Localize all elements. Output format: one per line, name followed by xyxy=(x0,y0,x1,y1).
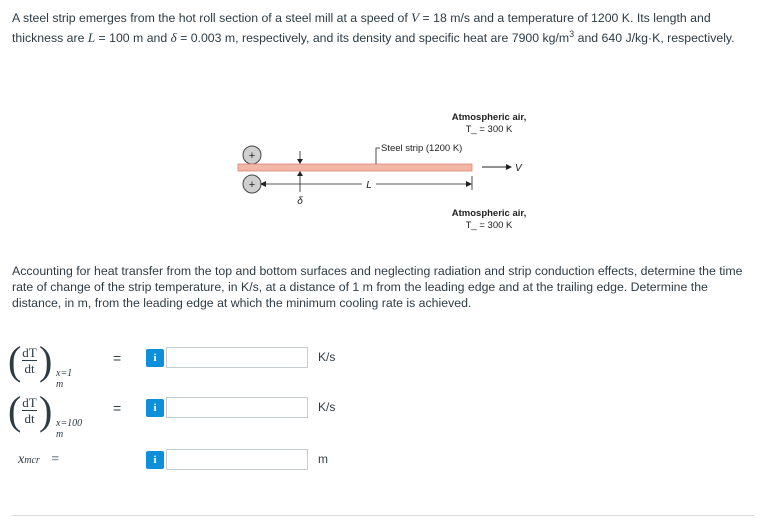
strip-leader-line xyxy=(376,148,380,164)
answer-row-3 xyxy=(0,446,765,496)
derivative-subscript: x=1 m xyxy=(56,368,73,390)
equals-sign: = xyxy=(113,400,122,416)
symbol-delta: δ xyxy=(170,30,177,46)
roller-plus-icon: + xyxy=(248,179,256,191)
intro-text: = 18 m/s and a temperature of 1200 K. Its length and thickness are xyxy=(12,11,711,46)
intro-text: and 640 J/kg·K, respectively. xyxy=(574,31,735,46)
derivative-subscript: x=100 m xyxy=(56,418,83,440)
atm-bottom-line1: Atmospheric air, xyxy=(451,208,527,219)
equals-sign: = xyxy=(51,452,60,467)
intro-text: = 100 m and xyxy=(95,31,171,46)
info-icon[interactable]: i xyxy=(146,399,164,417)
info-icon[interactable]: i xyxy=(146,451,164,469)
answer-row-2 xyxy=(0,388,765,444)
thickness-arrowhead-top xyxy=(297,159,303,164)
bottom-roller xyxy=(243,175,261,193)
fraction xyxy=(22,396,37,425)
fraction-denominator: dt xyxy=(24,411,35,426)
symbol-l: L xyxy=(87,30,96,46)
paren-left: ( xyxy=(8,388,22,433)
velocity-arrowhead xyxy=(506,164,512,170)
intro-text: A steel strip emerges from the hot roll section of a steel mill at a speed of xyxy=(12,11,412,25)
steel-strip-figure xyxy=(0,0,765,250)
atm-top-line2: T_ = 300 K xyxy=(465,124,513,135)
velocity-label: V xyxy=(515,163,522,174)
fraction xyxy=(22,346,37,375)
divider xyxy=(12,515,754,516)
paren-left: ( xyxy=(8,338,22,383)
answer-input-dtdt-x1m[interactable] xyxy=(166,347,308,368)
strip-label: Steel strip (1200 K) xyxy=(381,143,463,154)
xmcr-subscript: mcr xyxy=(24,455,40,466)
unit-label: K/s xyxy=(318,350,336,364)
length-arrowhead-right xyxy=(466,181,472,187)
paren-right: ) xyxy=(39,338,53,383)
thickness-arrowhead-bottom xyxy=(297,171,303,176)
fraction-denominator: dt xyxy=(24,361,35,376)
xmcr-label xyxy=(18,452,59,468)
symbol-v: V xyxy=(411,10,420,25)
problem-question: Accounting for heat transfer from the top and bottom surfaces and neglecting radiation and strip conduction effects, determine the time rate of change of the strip temperature, in K/s, at a distance of 1 m from the leading edge and at the trailing edge. Determine the distance, in m, from the leading edge at which the minimum cooling rate is achieved. xyxy=(12,264,743,310)
answer-input-dtdt-x100m[interactable] xyxy=(166,397,308,418)
atm-bottom-line2: T_ = 300 K xyxy=(465,220,513,231)
answer-input-xmcr[interactable] xyxy=(166,449,308,470)
unit-label: m xyxy=(318,452,328,466)
unit-label: K/s xyxy=(318,400,336,414)
steel-strip xyxy=(238,164,472,171)
top-roller xyxy=(243,146,261,164)
info-icon[interactable]: i xyxy=(146,349,164,367)
superscript: 3 xyxy=(569,29,575,39)
answer-row-1 xyxy=(0,338,765,394)
intro-text: = 0.003 m, respectively, and its density and specific heat are 7900 kg/m xyxy=(176,31,570,46)
fraction-numerator: dT xyxy=(22,395,37,410)
thickness-label: δ xyxy=(297,196,303,207)
xmcr-variable: x xyxy=(18,452,25,467)
atm-top-line1: Atmospheric air, xyxy=(451,112,527,123)
paren-right: ) xyxy=(39,388,53,433)
length-label: L xyxy=(366,180,372,191)
equals-sign: = xyxy=(113,350,122,366)
fraction-numerator: dT xyxy=(22,345,37,360)
roller-plus-icon: + xyxy=(248,150,256,162)
